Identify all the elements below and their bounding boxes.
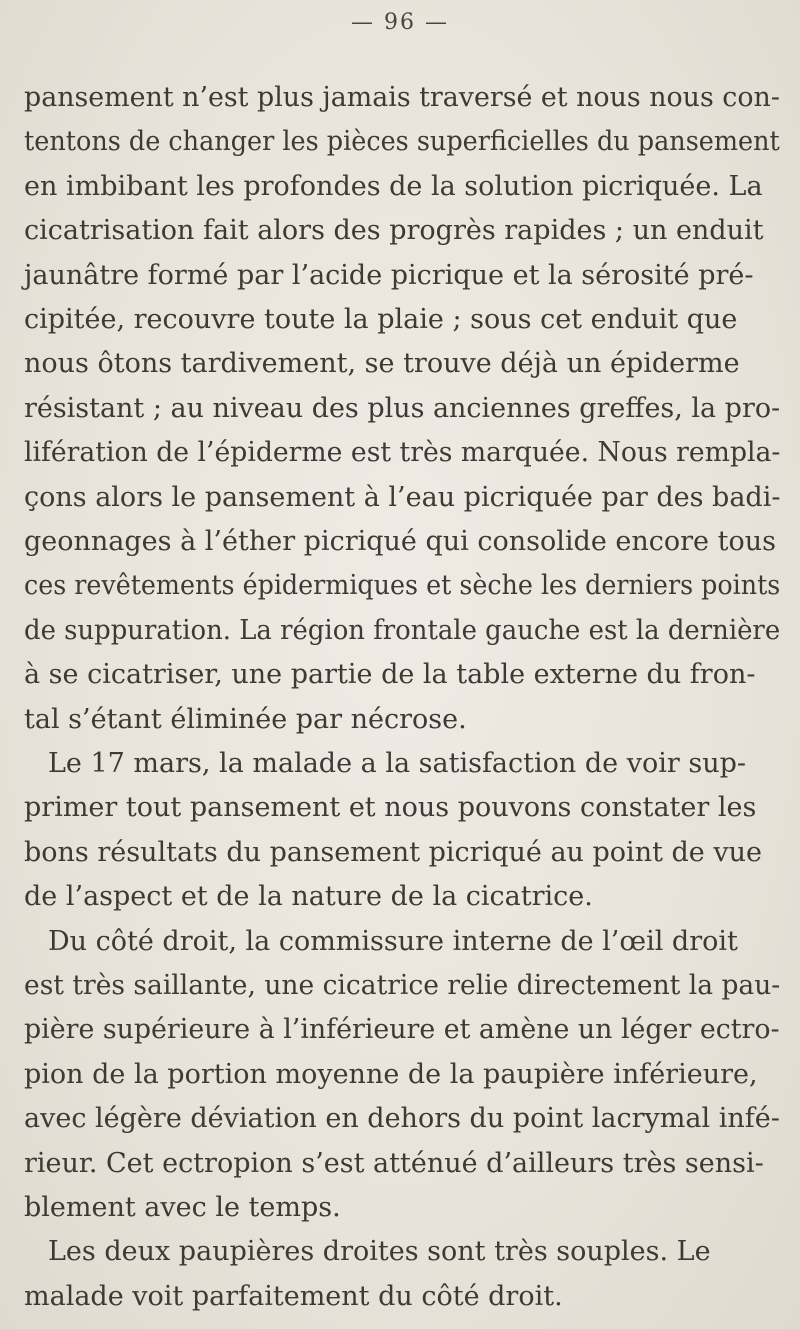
text-line: lifération de l’épiderme est très marquée. Nous rempla- (24, 437, 781, 469)
text-line: jaunâtre formé par l’acide picrique et la sérosité pré- (24, 259, 754, 291)
text-line: cicatrisation fait alors des progrès rapides ; un enduit (24, 215, 764, 247)
text-line: est très saillante, une cicatrice relie directement la pau- (24, 970, 781, 1001)
text-line: pière supérieure à l’inférieure et amène un léger ectro- (24, 1014, 780, 1046)
text-line: çons alors le pansement à l’eau picriquée par des badi- (24, 481, 781, 513)
text-line: résistant ; au niveau des plus anciennes greffes, la pro- (24, 392, 781, 424)
text-line: tentons de changer les pièces superficielles du pansement (24, 126, 780, 158)
text-line: Du côté droit, la commissure interne de l’œil droit (48, 925, 738, 957)
text-line: Le 17 mars, la malade a la satisfaction de voir sup- (48, 748, 746, 779)
text-line: ces revêtements épidermiques et sèche les derniers points (24, 570, 781, 602)
text-line: avec légère déviation en dehors du point lacrymal infé- (24, 1103, 780, 1135)
text-line: blement avec le temps. (24, 1192, 341, 1223)
text-line: à se cicatriser, une partie de la table externe du fron- (24, 659, 756, 691)
text-line: cipitée, recouvre toute la plaie ; sous cet enduit que (24, 304, 738, 335)
text-line: en imbibant les profondes de la solution picriquée. La (24, 170, 763, 202)
text-line: de suppuration. La région frontale gauche est la dernière (24, 614, 781, 646)
text-line: tal s’étant éliminée par nécrose. (24, 703, 467, 735)
text-line: rieur. Cet ectropion s’est atténué d’ailleurs très sensi- (24, 1147, 764, 1179)
text-line: malade voit parfaitement du côté droit. (24, 1280, 563, 1312)
text-line: pion de la portion moyenne de la paupière inférieure, (24, 1058, 758, 1090)
text-line: Les deux paupières droites sont très souples. Le (48, 1236, 711, 1268)
text-line: de l’aspect et de la nature de la cicatrice. (24, 881, 593, 913)
text-line: nous ôtons tardivement, se trouve déjà un épiderme (24, 348, 740, 380)
page-number: — 96 — (351, 10, 449, 35)
text-line: bons résultats du pansement picriqué au point de vue (24, 836, 762, 868)
text-line: geonnages à l’éther picriqué qui consolide encore tous (24, 526, 776, 557)
text-line: primer tout pansement et nous pouvons constater les (24, 792, 757, 824)
text-line: pansement n’est plus jamais traversé et nous nous con- (24, 82, 780, 113)
